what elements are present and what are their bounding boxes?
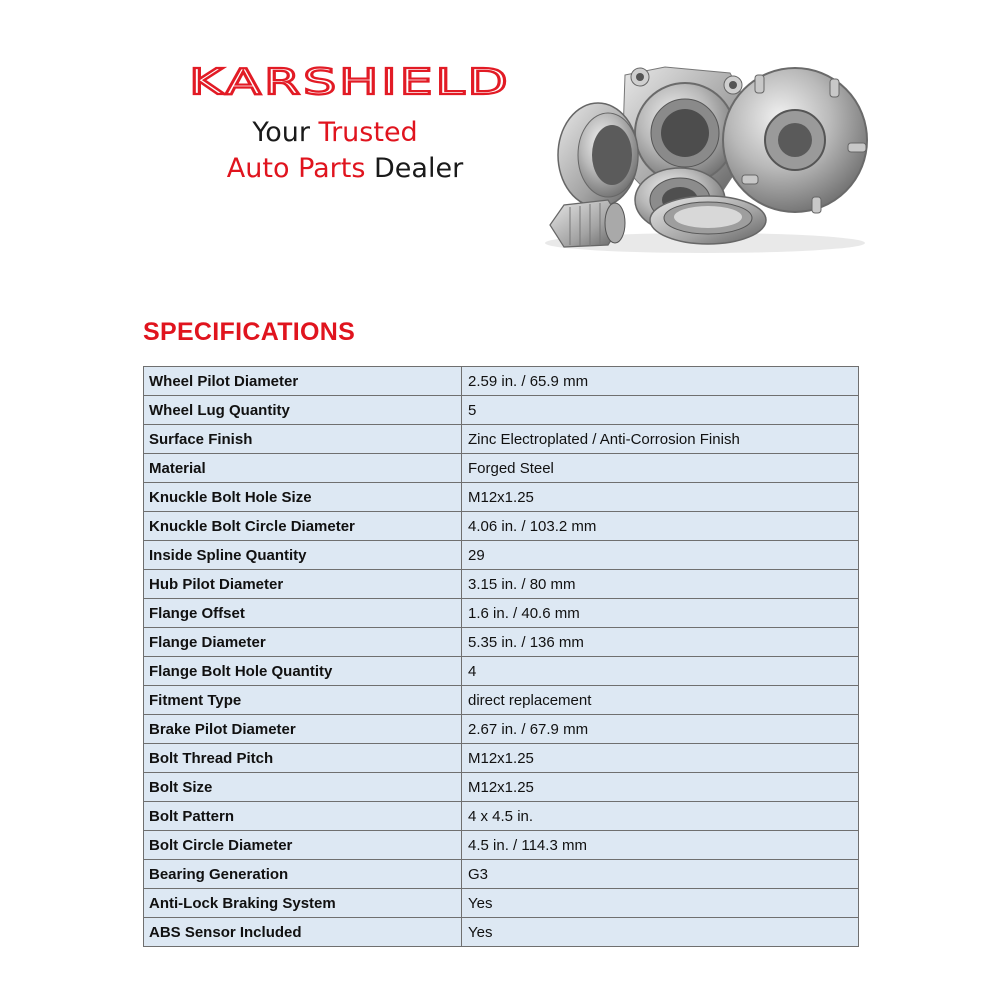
spec-row — [144, 628, 859, 657]
spec-label: Hub Pilot Diameter — [144, 570, 462, 599]
hub-bearing-parts-image — [530, 55, 870, 255]
spec-label: Bolt Circle Diameter — [144, 831, 462, 860]
spec-row — [144, 599, 859, 628]
tagline-trusted: Trusted — [318, 117, 418, 148]
spec-label: ABS Sensor Included — [144, 918, 462, 947]
spec-row — [144, 744, 859, 773]
spec-value: M12x1.25 — [462, 483, 859, 512]
spec-value: Yes — [462, 889, 859, 918]
tapered-roller-cone — [550, 200, 625, 247]
spec-value: M12x1.25 — [462, 744, 859, 773]
spec-row — [144, 512, 859, 541]
spec-row — [144, 802, 859, 831]
spec-value: direct replacement — [462, 686, 859, 715]
spec-value: 4 x 4.5 in. — [462, 802, 859, 831]
spec-value: 1.6 in. / 40.6 mm — [462, 599, 859, 628]
spec-value: Zinc Electroplated / Anti-Corrosion Finish — [462, 425, 859, 454]
spec-label: Flange Diameter — [144, 628, 462, 657]
spec-label: Knuckle Bolt Hole Size — [144, 483, 462, 512]
spec-value: 4.5 in. / 114.3 mm — [462, 831, 859, 860]
tagline-your: Your — [252, 117, 319, 148]
brand-logo: KARSHIELD — [189, 62, 511, 103]
cylinder-bearing — [558, 103, 638, 207]
specifications-heading: SPECIFICATIONS — [143, 318, 356, 346]
spec-label: Knuckle Bolt Circle Diameter — [144, 512, 462, 541]
spec-value: 2.59 in. / 65.9 mm — [462, 367, 859, 396]
tagline-dealer: Dealer — [365, 153, 464, 184]
spec-row — [144, 454, 859, 483]
specifications-table — [143, 366, 859, 947]
specifications-table-body — [144, 367, 859, 947]
spec-value: Yes — [462, 918, 859, 947]
spec-label: Surface Finish — [144, 425, 462, 454]
spec-row — [144, 715, 859, 744]
spec-row — [144, 396, 859, 425]
bearing-race — [650, 196, 766, 244]
spec-value: 2.67 in. / 67.9 mm — [462, 715, 859, 744]
spec-row — [144, 570, 859, 599]
spec-value: 29 — [462, 541, 859, 570]
spec-label: Bolt Size — [144, 773, 462, 802]
tagline-line-1 — [120, 115, 550, 151]
spec-row — [144, 889, 859, 918]
spec-label: Wheel Lug Quantity — [144, 396, 462, 425]
tagline-auto-parts: Auto Parts — [226, 153, 366, 184]
spec-row — [144, 773, 859, 802]
spec-label: Bolt Pattern — [144, 802, 462, 831]
spec-row — [144, 860, 859, 889]
spec-label: Brake Pilot Diameter — [144, 715, 462, 744]
spec-value: 5 — [462, 396, 859, 425]
spec-label: Flange Bolt Hole Quantity — [144, 657, 462, 686]
spec-row — [144, 686, 859, 715]
spec-label: Inside Spline Quantity — [144, 541, 462, 570]
spec-value: 3.15 in. / 80 mm — [462, 570, 859, 599]
spec-value: 4.06 in. / 103.2 mm — [462, 512, 859, 541]
spec-value: G3 — [462, 860, 859, 889]
spec-label: Bearing Generation — [144, 860, 462, 889]
spec-label: Fitment Type — [144, 686, 462, 715]
spec-row — [144, 657, 859, 686]
spec-label: Flange Offset — [144, 599, 462, 628]
tagline-line-2 — [140, 151, 550, 187]
spec-value: 4 — [462, 657, 859, 686]
spec-label: Anti-Lock Braking System — [144, 889, 462, 918]
spec-row — [144, 541, 859, 570]
spec-row — [144, 831, 859, 860]
spec-label: Wheel Pilot Diameter — [144, 367, 462, 396]
spec-row — [144, 367, 859, 396]
brand-block — [150, 62, 550, 187]
spec-row — [144, 483, 859, 512]
spec-row — [144, 425, 859, 454]
spec-label: Bolt Thread Pitch — [144, 744, 462, 773]
wheel-hub-right — [723, 68, 867, 213]
spec-row — [144, 918, 859, 947]
spec-label: Material — [144, 454, 462, 483]
spec-value: Forged Steel — [462, 454, 859, 483]
spec-value: M12x1.25 — [462, 773, 859, 802]
spec-value: 5.35 in. / 136 mm — [462, 628, 859, 657]
